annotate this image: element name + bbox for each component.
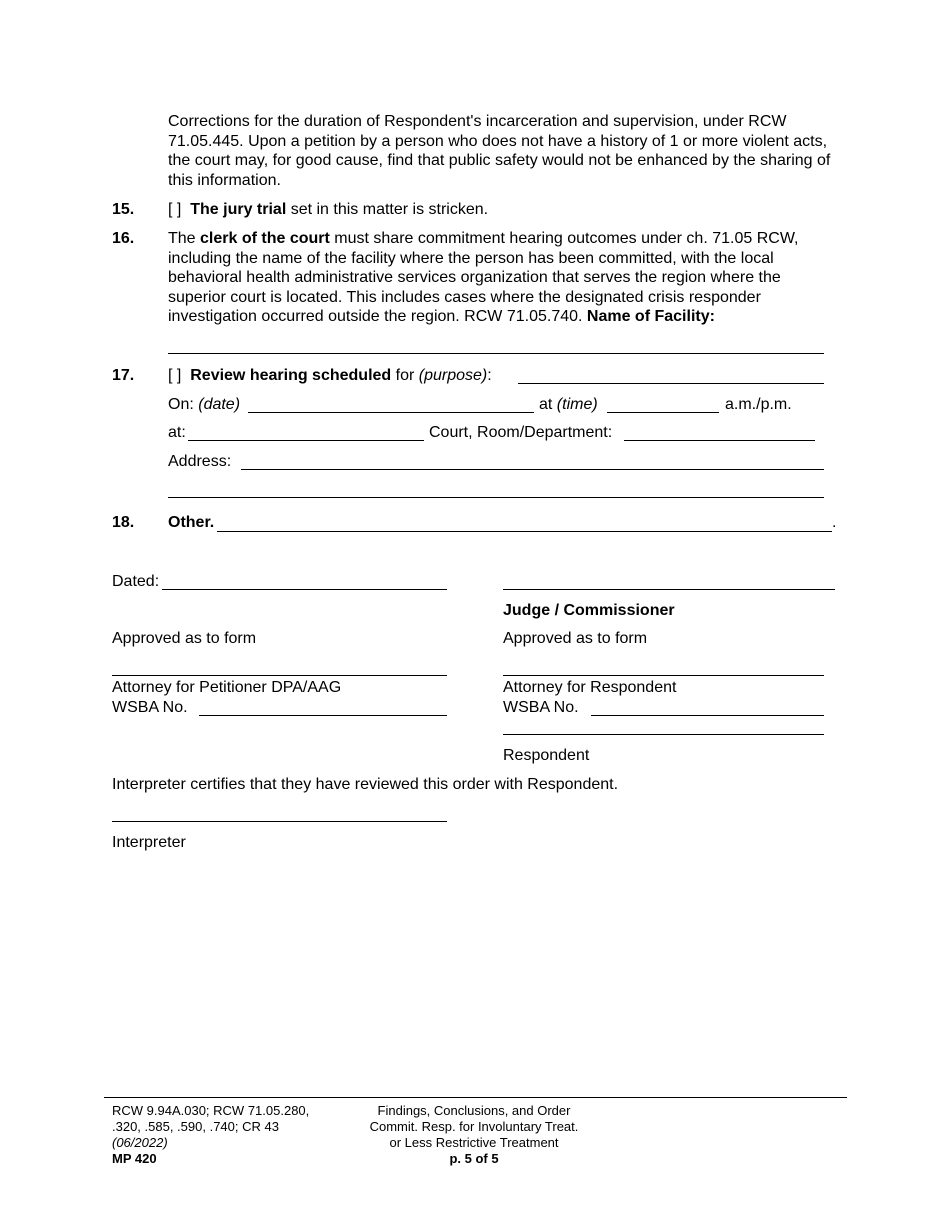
am-pm-label: a.m./p.m. (725, 396, 792, 413)
facility-name-field[interactable] (168, 353, 824, 354)
footer-title-line3: or Less Restrictive Treatment (389, 1135, 559, 1150)
wsba-left-label: WSBA No. (112, 699, 188, 716)
respondent-signature-line[interactable] (503, 734, 824, 735)
respondent-attorney-signature-line[interactable] (503, 675, 824, 676)
item-15-checkbox[interactable]: [ ] (168, 201, 182, 218)
other-label: Other. (168, 514, 215, 531)
footer-rcw-line2: .320, .585, .590, .740; CR 43 (112, 1119, 279, 1134)
wsba-left-field[interactable] (199, 715, 447, 716)
court-room-label: Court, Room/Department: (429, 424, 613, 441)
page-number: p. 5 of 5 (449, 1151, 499, 1166)
footer-title-line1: Findings, Conclusions, and Order (377, 1103, 571, 1118)
for-text: for (391, 367, 419, 384)
other-period: . (832, 514, 837, 531)
on-date-label (168, 395, 240, 415)
approved-form-right: Approved as to form (503, 630, 648, 647)
interpreter-signature-line[interactable] (112, 821, 447, 822)
court-room-field[interactable] (624, 440, 815, 441)
item-16 (168, 229, 836, 327)
item-15-number: 15. (112, 201, 135, 218)
footer-divider (104, 1097, 847, 1098)
colon-text: : (487, 367, 492, 384)
continuation-paragraph: Corrections for the duration of Respondent's incarceration and supervision, under RCW 71.05.445. Upon a petition by a person who does not have a history of 1 or more violent acts, the court may, for good cause, find that public safety would not be enhanced by the sharing of this information. (168, 113, 831, 189)
petitioner-attorney-signature-line[interactable] (112, 675, 447, 676)
item-15-bold: The jury trial (190, 201, 287, 218)
approved-form-left: Approved as to form (112, 630, 257, 647)
at-text: at (539, 396, 557, 413)
footer-rcw-line1: RCW 9.94A.030; RCW 71.05.280, (112, 1103, 310, 1118)
other-field[interactable] (217, 531, 832, 532)
item-17-checkbox[interactable]: [ ] (168, 367, 182, 384)
address-label: Address: (168, 453, 232, 470)
attorney-respondent-label: Attorney for Respondent (503, 679, 677, 696)
item-16-bold: clerk of the court (200, 230, 330, 247)
item-17-line1 (168, 366, 492, 386)
purpose-field[interactable] (518, 383, 824, 384)
item-16-number: 16. (112, 230, 135, 247)
attorney-petitioner-label: Attorney for Petitioner DPA/AAG (112, 679, 342, 696)
time-field[interactable] (607, 412, 719, 413)
location-field[interactable] (188, 440, 424, 441)
item-15 (168, 200, 836, 220)
facility-label: Name of Facility: (586, 308, 715, 325)
wsba-right-label: WSBA No. (503, 699, 579, 716)
form-id: MP 420 (112, 1151, 157, 1166)
date-label: (date) (198, 396, 241, 413)
wsba-right-field[interactable] (591, 715, 824, 716)
date-field[interactable] (248, 412, 534, 413)
address-field-line1[interactable] (241, 469, 824, 470)
review-hearing-label: Review hearing scheduled (190, 367, 392, 384)
interpreter-label: Interpreter (112, 834, 186, 851)
item-16-pre: The (168, 230, 201, 247)
footer-title-line2: Commit. Resp. for Involuntary Treat. (369, 1119, 579, 1134)
item-16-text: must share commitment hearing outcomes under ch. 71.05 RCW, including the name of the facility where the person has been committed, with the local behavioral health administrative services organization that serves the region where the superior court is located. This includes cases where the designated crisis responder investigation occurred outside the region. RCW 71.05.740. (168, 230, 799, 325)
footer-left (112, 1103, 309, 1167)
item-17-number: 17. (112, 367, 135, 384)
dated-field[interactable] (162, 589, 447, 590)
footer-center (344, 1103, 604, 1167)
address-field-line2[interactable] (168, 497, 824, 498)
time-label: (time) (556, 396, 598, 413)
location-label: at: (168, 424, 186, 441)
dated-label: Dated: (112, 573, 160, 590)
footer-date: (06/2022) (112, 1135, 168, 1150)
interpreter-certification: Interpreter certifies that they have reviewed this order with Respondent. (112, 776, 619, 793)
item-15-text: set in this matter is stricken. (286, 201, 489, 218)
judge-signature-line[interactable] (503, 589, 835, 590)
respondent-label: Respondent (503, 747, 590, 764)
on-text: On: (168, 396, 199, 413)
item-18-number: 18. (112, 514, 135, 531)
judge-label: Judge / Commissioner (503, 602, 675, 619)
purpose-label: (purpose) (418, 367, 488, 384)
at-time-label (539, 395, 598, 415)
